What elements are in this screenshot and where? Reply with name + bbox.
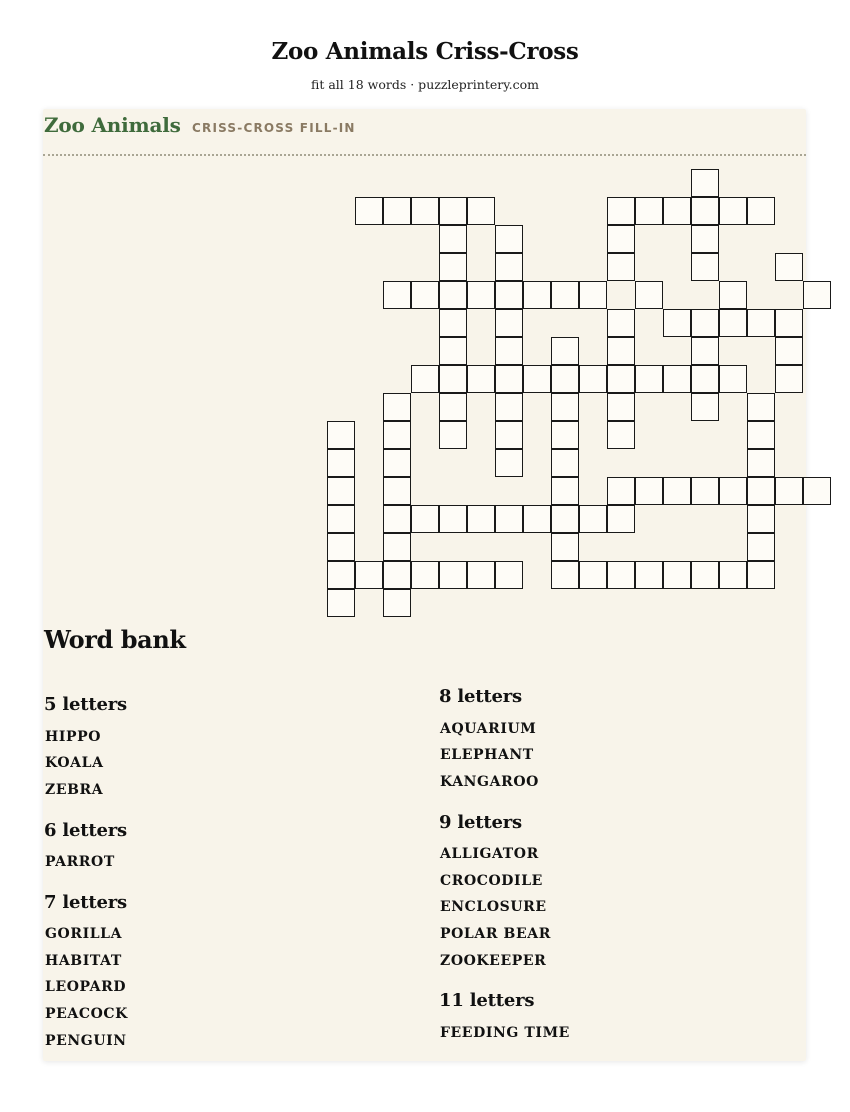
word-item: PEACOCK bbox=[45, 1006, 128, 1022]
grid-cell[interactable] bbox=[383, 505, 411, 533]
grid-cell[interactable] bbox=[439, 393, 467, 421]
grid-cell[interactable] bbox=[663, 477, 691, 505]
grid-cell[interactable] bbox=[495, 225, 523, 253]
grid-cell[interactable] bbox=[663, 561, 691, 589]
grid-cell[interactable] bbox=[607, 561, 635, 589]
group-heading: 9 letters bbox=[439, 812, 522, 833]
grid-cell[interactable] bbox=[551, 561, 579, 589]
grid-cell[interactable] bbox=[747, 477, 775, 505]
grid-cell[interactable] bbox=[551, 449, 579, 477]
group-heading: 8 letters bbox=[439, 686, 522, 707]
grid-cell[interactable] bbox=[691, 477, 719, 505]
grid-cell[interactable] bbox=[607, 225, 635, 253]
grid-cell[interactable] bbox=[383, 281, 411, 309]
grid-cell[interactable] bbox=[523, 281, 551, 309]
grid-cell[interactable] bbox=[691, 393, 719, 421]
grid-cell[interactable] bbox=[663, 365, 691, 393]
grid-cell[interactable] bbox=[579, 505, 607, 533]
grid-cell[interactable] bbox=[327, 421, 355, 449]
word-item: KANGAROO bbox=[440, 774, 539, 790]
card-tag: CRISS-CROSS FILL-IN bbox=[192, 121, 356, 135]
word-item: ZEBRA bbox=[45, 782, 104, 798]
grid-cell[interactable] bbox=[411, 365, 439, 393]
grid-cell[interactable] bbox=[383, 533, 411, 561]
grid-cell[interactable] bbox=[803, 477, 831, 505]
grid-cell[interactable] bbox=[607, 197, 635, 225]
grid-cell[interactable] bbox=[719, 197, 747, 225]
grid-cell[interactable] bbox=[663, 197, 691, 225]
grid-cell[interactable] bbox=[775, 477, 803, 505]
page-title: Zoo Animals Criss-Cross bbox=[271, 38, 579, 65]
grid-cell[interactable] bbox=[635, 365, 663, 393]
grid-cell[interactable] bbox=[495, 337, 523, 365]
grid-cell[interactable] bbox=[495, 421, 523, 449]
grid-cell[interactable] bbox=[719, 365, 747, 393]
grid-cell[interactable] bbox=[691, 365, 719, 393]
grid-cell[interactable] bbox=[439, 337, 467, 365]
grid-cell[interactable] bbox=[327, 589, 355, 617]
grid-cell[interactable] bbox=[383, 449, 411, 477]
grid-cell[interactable] bbox=[691, 253, 719, 281]
word-item: KOALA bbox=[45, 755, 104, 771]
grid-cell[interactable] bbox=[747, 421, 775, 449]
grid-cell[interactable] bbox=[691, 197, 719, 225]
grid-cell[interactable] bbox=[495, 365, 523, 393]
grid-cell[interactable] bbox=[607, 477, 635, 505]
word-item: LEOPARD bbox=[45, 979, 127, 995]
grid-cell[interactable] bbox=[495, 281, 523, 309]
grid-cell[interactable] bbox=[383, 393, 411, 421]
group-heading: 11 letters bbox=[439, 990, 535, 1011]
grid-cell[interactable] bbox=[495, 393, 523, 421]
grid-cell[interactable] bbox=[467, 561, 495, 589]
grid-cell[interactable] bbox=[747, 505, 775, 533]
grid-cell[interactable] bbox=[691, 169, 719, 197]
grid-cell[interactable] bbox=[551, 505, 579, 533]
grid-cell[interactable] bbox=[467, 505, 495, 533]
grid-cell[interactable] bbox=[719, 561, 747, 589]
grid-cell[interactable] bbox=[327, 477, 355, 505]
grid-cell[interactable] bbox=[439, 561, 467, 589]
word-item: POLAR BEAR bbox=[440, 926, 551, 942]
grid-cell[interactable] bbox=[439, 421, 467, 449]
grid-cell[interactable] bbox=[579, 365, 607, 393]
grid-cell[interactable] bbox=[607, 253, 635, 281]
grid-cell[interactable] bbox=[607, 337, 635, 365]
word-item: HIPPO bbox=[45, 729, 102, 745]
grid-cell[interactable] bbox=[579, 561, 607, 589]
grid-cell[interactable] bbox=[523, 505, 551, 533]
word-item: ELEPHANT bbox=[440, 747, 534, 763]
grid-cell[interactable] bbox=[327, 561, 355, 589]
grid-cell[interactable] bbox=[355, 197, 383, 225]
grid-cell[interactable] bbox=[691, 561, 719, 589]
grid-cell[interactable] bbox=[439, 253, 467, 281]
grid-cell[interactable] bbox=[495, 449, 523, 477]
group-heading: 5 letters bbox=[44, 694, 127, 715]
word-bank-title: Word bank bbox=[44, 625, 186, 654]
grid-cell[interactable] bbox=[551, 281, 579, 309]
grid-cell[interactable] bbox=[775, 309, 803, 337]
grid-cell[interactable] bbox=[495, 561, 523, 589]
grid-cell[interactable] bbox=[439, 505, 467, 533]
word-item: ENCLOSURE bbox=[440, 899, 547, 915]
grid-cell[interactable] bbox=[327, 505, 355, 533]
grid-cell[interactable] bbox=[383, 197, 411, 225]
grid-cell[interactable] bbox=[411, 561, 439, 589]
grid-cell[interactable] bbox=[719, 477, 747, 505]
grid-cell[interactable] bbox=[747, 197, 775, 225]
grid-cell[interactable] bbox=[383, 561, 411, 589]
grid-cell[interactable] bbox=[467, 197, 495, 225]
grid-cell[interactable] bbox=[579, 281, 607, 309]
grid-cell[interactable] bbox=[551, 393, 579, 421]
grid-cell[interactable] bbox=[551, 533, 579, 561]
grid-cell[interactable] bbox=[691, 309, 719, 337]
word-item: PENGUIN bbox=[45, 1033, 127, 1049]
grid-cell[interactable] bbox=[551, 365, 579, 393]
grid-cell[interactable] bbox=[663, 309, 691, 337]
word-item: ZOOKEEPER bbox=[440, 953, 547, 969]
grid-cell[interactable] bbox=[747, 309, 775, 337]
word-item: PARROT bbox=[45, 854, 115, 870]
word-item: ALLIGATOR bbox=[440, 846, 539, 862]
grid-cell[interactable] bbox=[635, 197, 663, 225]
grid-cell[interactable] bbox=[775, 365, 803, 393]
card-title: Zoo Animals bbox=[44, 113, 181, 137]
group-heading: 7 letters bbox=[44, 892, 127, 913]
card-header bbox=[43, 109, 806, 156]
grid-cell[interactable] bbox=[327, 533, 355, 561]
grid-cell[interactable] bbox=[411, 281, 439, 309]
grid-cell[interactable] bbox=[719, 281, 747, 309]
word-item: CROCODILE bbox=[440, 873, 543, 889]
grid-cell[interactable] bbox=[635, 477, 663, 505]
grid-cell[interactable] bbox=[551, 477, 579, 505]
grid-cell[interactable] bbox=[439, 197, 467, 225]
grid-cell[interactable] bbox=[439, 281, 467, 309]
grid-cell[interactable] bbox=[551, 421, 579, 449]
page-subtitle: fit all 18 words · puzzleprintery.com bbox=[311, 77, 539, 92]
grid-cell[interactable] bbox=[411, 505, 439, 533]
grid-cell[interactable] bbox=[355, 561, 383, 589]
grid-cell[interactable] bbox=[635, 281, 663, 309]
grid-cell[interactable] bbox=[383, 477, 411, 505]
grid-cell[interactable] bbox=[747, 533, 775, 561]
grid-cell[interactable] bbox=[439, 365, 467, 393]
grid-cell[interactable] bbox=[747, 393, 775, 421]
word-item: GORILLA bbox=[45, 926, 123, 942]
group-heading: 6 letters bbox=[44, 820, 127, 841]
grid-cell[interactable] bbox=[775, 337, 803, 365]
word-item: AQUARIUM bbox=[440, 721, 537, 737]
grid-cell[interactable] bbox=[635, 561, 663, 589]
grid-cell[interactable] bbox=[523, 365, 551, 393]
grid-cell[interactable] bbox=[607, 505, 635, 533]
word-item: FEEDING TIME bbox=[440, 1025, 570, 1041]
grid-cell[interactable] bbox=[747, 561, 775, 589]
grid-cell[interactable] bbox=[607, 309, 635, 337]
grid-cell[interactable] bbox=[467, 281, 495, 309]
grid-cell[interactable] bbox=[691, 337, 719, 365]
grid-cell[interactable] bbox=[607, 365, 635, 393]
grid-cell[interactable] bbox=[495, 309, 523, 337]
grid-cell[interactable] bbox=[691, 225, 719, 253]
grid-cell[interactable] bbox=[551, 337, 579, 365]
puzzle-card bbox=[43, 109, 806, 1061]
grid-cell[interactable] bbox=[495, 505, 523, 533]
grid-cell[interactable] bbox=[383, 421, 411, 449]
grid-cell[interactable] bbox=[411, 197, 439, 225]
grid-cell[interactable] bbox=[607, 421, 635, 449]
word-item: HABITAT bbox=[45, 953, 122, 969]
grid-cell[interactable] bbox=[467, 365, 495, 393]
grid-cell[interactable] bbox=[747, 449, 775, 477]
grid-cell[interactable] bbox=[775, 253, 803, 281]
grid-cell[interactable] bbox=[327, 449, 355, 477]
grid-cell[interactable] bbox=[719, 309, 747, 337]
grid-cell[interactable] bbox=[803, 281, 831, 309]
grid-cell[interactable] bbox=[495, 253, 523, 281]
grid-cell[interactable] bbox=[607, 393, 635, 421]
grid-cell[interactable] bbox=[439, 225, 467, 253]
grid-cell[interactable] bbox=[439, 309, 467, 337]
grid-cell[interactable] bbox=[383, 589, 411, 617]
